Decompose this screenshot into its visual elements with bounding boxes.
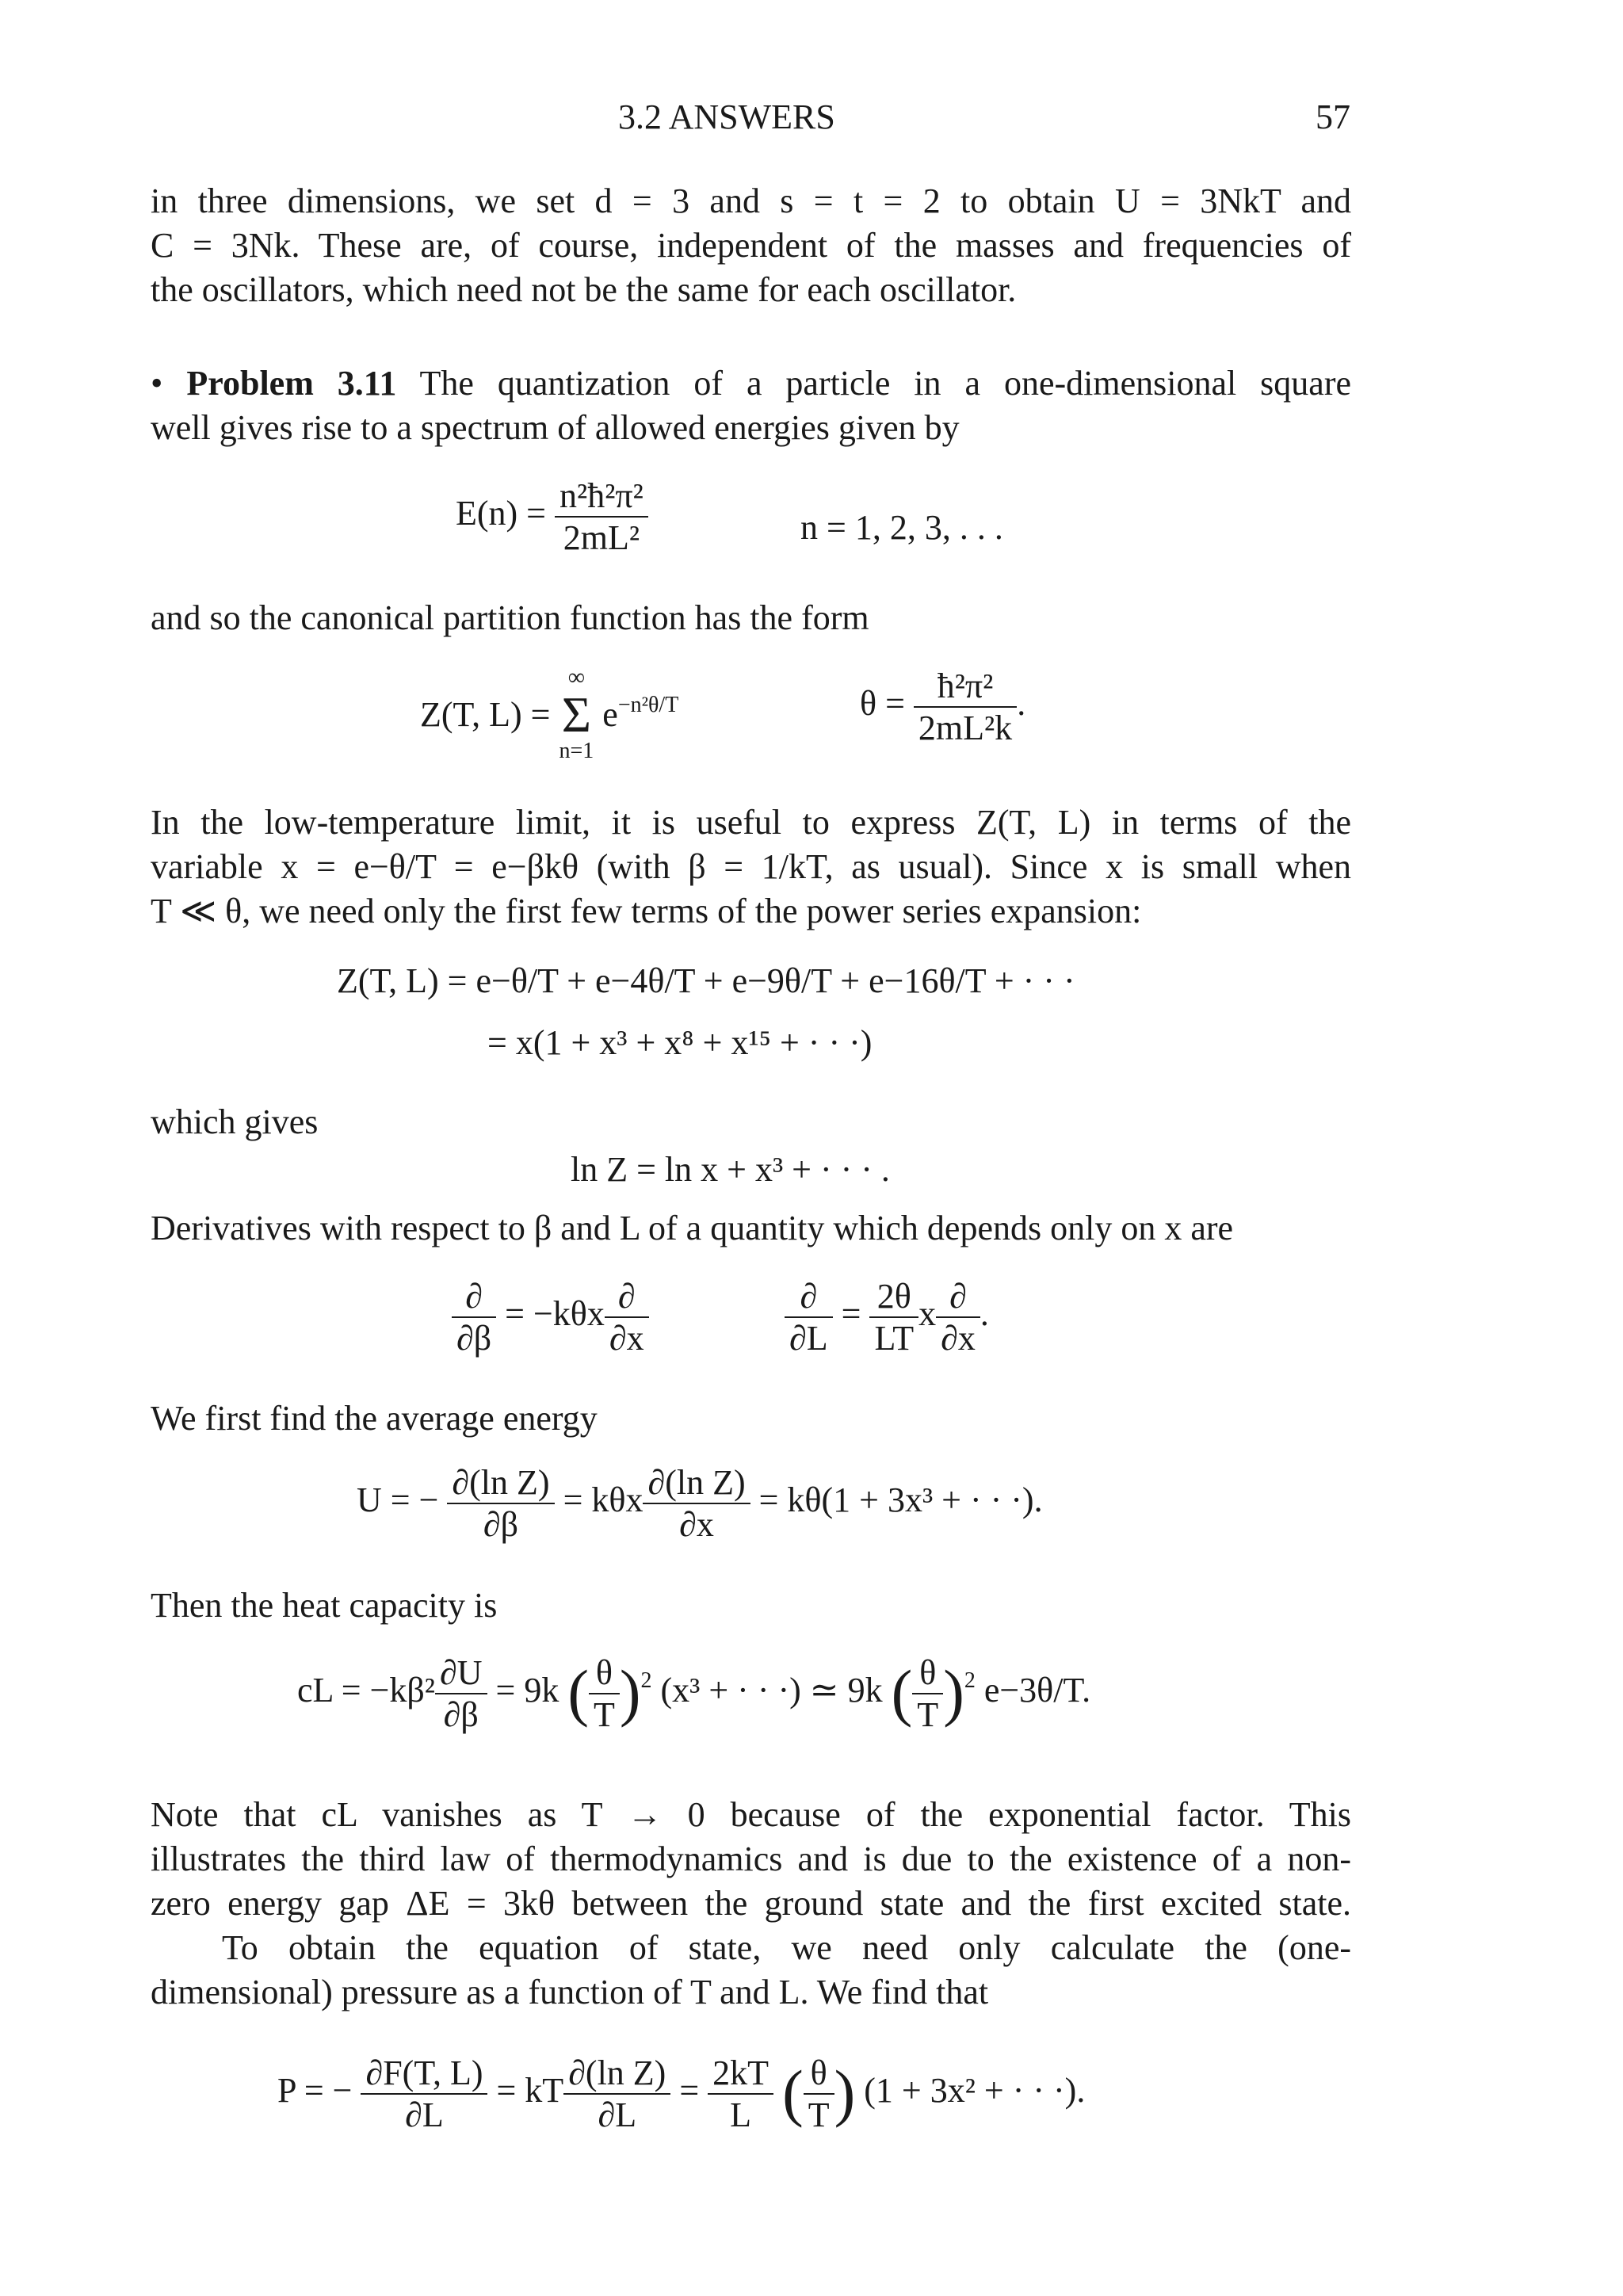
fraction-denominator: ∂L (785, 1316, 833, 1358)
fraction-numerator: θ (595, 1653, 613, 1692)
text-line: Note that cL vanishes as T → 0 because of the exponential factor. This (151, 1795, 1351, 1834)
fraction-numerator: ∂ (800, 1277, 818, 1316)
equation-derivative-beta (452, 1276, 649, 1358)
text-line: zero energy gap ΔE = 3kθ between the ground state and the first excited state. (151, 1884, 1351, 1923)
text-line: Then the heat capacity is (151, 1586, 498, 1625)
equals-sign: = (841, 1294, 861, 1334)
equation-series: (x³ + · · ·) ≃ 9k (660, 1671, 883, 1710)
fraction (785, 1276, 833, 1358)
fraction (361, 2053, 487, 2135)
fraction (936, 1276, 980, 1358)
equation-lhs: cL = −kβ² (297, 1671, 435, 1710)
fraction-numerator: ∂(ln Z) (568, 2053, 666, 2092)
summand: $e^{-n^2\theta/T}$ (602, 692, 679, 734)
left-paren: ( (891, 1658, 913, 1729)
fraction-denominator: 2mL²k (914, 706, 1017, 748)
text-line: T ≪ θ, we need only the first few terms of the power series expansion: (151, 892, 1142, 930)
fraction-denominator: ∂β (447, 1503, 554, 1545)
text-line: variable x = e−θ/T = e−βkθ (with β = 1/kT, as usual). Since x is small when (151, 847, 1351, 886)
right-paren: ) (834, 2058, 856, 2129)
right-paren: ) (943, 1658, 964, 1729)
exponent: 2 (964, 1668, 976, 1694)
equation-middle: = 9k (495, 1671, 559, 1710)
fraction (643, 1462, 750, 1545)
fraction-numerator: ħ²π² (937, 667, 994, 705)
theta-lhs: θ = (860, 684, 905, 724)
fraction-numerator: ∂U (439, 1653, 483, 1692)
sum-sign: Σ (561, 686, 591, 743)
paragraph-average-energy (151, 1396, 1351, 1441)
running-header: 3.2 ANSWERS (618, 97, 835, 136)
bullet-icon: • (151, 364, 163, 403)
text-line: which gives (151, 1102, 319, 1141)
equation-lhs: Z(T, L) = (420, 694, 551, 734)
paragraph-low-temperature (151, 800, 1351, 934)
fraction (914, 666, 1017, 748)
fraction (912, 1652, 943, 1735)
fraction-numerator: θ (919, 1653, 937, 1692)
text-line: dimensional) pressure as a function of T and L. We find that (151, 1973, 989, 2011)
equation-rhs: = kθ(1 + 3x³ + · · ·). (758, 1480, 1043, 1520)
fraction-denominator: ∂x (605, 1316, 649, 1358)
equation-series-line2: = x(1 + x³ + x⁸ + x¹⁵ + · · ·) (487, 1023, 873, 1062)
equation-rhs: (1 + 3x² + · · ·). (864, 2071, 1086, 2111)
fraction (452, 1276, 496, 1358)
page-number: 57 (1316, 97, 1350, 136)
equation-middle: = −kθx (505, 1294, 605, 1334)
fraction (563, 2053, 670, 2135)
fraction-denominator: ∂L (563, 2093, 670, 2135)
fraction (435, 1652, 487, 1735)
text-line: In the low-temperature limit, it is useful to express Z(T, L) in terms of the (151, 803, 1351, 842)
problem-statement (151, 361, 1351, 450)
left-paren: ( (567, 1658, 589, 1729)
fraction-numerator: ∂ (465, 1277, 483, 1316)
paragraph-which-gives (151, 1100, 1351, 1144)
equation-middle: = kT (496, 2071, 564, 2111)
fraction-denominator: T (804, 2093, 834, 2135)
equation-average-energy (357, 1462, 1043, 1545)
equation-middle: = kθx (563, 1480, 643, 1520)
text-line: To obtain the equation of state, we need only calculate the (one- (222, 1928, 1351, 1967)
equation-tail: e−3θ/T. (983, 1671, 1091, 1710)
problem-first-line (151, 361, 1351, 406)
fraction-denominator: ∂β (435, 1693, 487, 1735)
equation-lhs: P = − (277, 2071, 353, 2111)
paragraph-equation-of-state (151, 1926, 1351, 2015)
equation-partition-function (420, 666, 678, 762)
right-paren: ) (619, 1658, 641, 1729)
fraction-denominator: ∂x (643, 1503, 750, 1545)
text-line: in three dimensions, we set d = 3 and s = t = 2 to obtain U = 3NkT and (151, 181, 1351, 220)
equation-energy-spectrum (456, 476, 648, 558)
fraction-denominator: ∂L (361, 2093, 487, 2135)
fraction-denominator: T (912, 1693, 943, 1735)
fraction (555, 476, 648, 558)
paragraph-oscillators (151, 179, 1351, 312)
sum-lower-limit: n=1 (559, 739, 594, 763)
text-line: well gives rise to a spectrum of allowed energies given by (151, 408, 960, 447)
equation-theta: θ = $\frac{\text{ħ²π²}}{\text{2mL²k}}$ . (860, 667, 1026, 747)
text-line: illustrates the third law of thermodynamics and is due to the existence of a non- (151, 1839, 1351, 1878)
fraction-denominator: 2mL² (555, 516, 648, 558)
sum-upper-limit: ∞ (567, 664, 586, 690)
fraction (447, 1462, 554, 1545)
punctuation: . (980, 1294, 989, 1334)
equation-heat-capacity (297, 1652, 1090, 1735)
text-line: C = 3Nk. These are, of course, independent of the masses and frequencies of (151, 226, 1351, 265)
fraction-numerator: 2kT (712, 2053, 769, 2092)
exponent: 2 (640, 1668, 652, 1694)
fraction-denominator: ∂β (452, 1316, 496, 1358)
equation-range: n = 1, 2, 3, . . . (800, 508, 1003, 547)
text-line: and so the canonical partition function has the form (151, 598, 869, 637)
equation-derivative-L (785, 1276, 989, 1358)
fraction-numerator: ∂ (617, 1277, 636, 1316)
equation-lhs: U = − (357, 1480, 439, 1520)
equation-lnz: ln Z = ln x + x³ + · · · . (571, 1150, 890, 1189)
fraction-numerator: 2θ (876, 1277, 911, 1316)
fraction (708, 2053, 773, 2135)
variable-x: x (918, 1294, 937, 1334)
paragraph-heat-capacity (151, 1584, 1351, 1628)
paragraph-partition (151, 596, 1351, 640)
left-paren: ( (782, 2058, 804, 2129)
fraction-numerator: θ (810, 2053, 827, 2092)
equation-pressure (277, 2053, 1085, 2135)
fraction (605, 1276, 649, 1358)
fraction-denominator: ∂x (936, 1316, 980, 1358)
problem-text: The quantization of a particle in a one-dimensional square (419, 364, 1351, 403)
fraction-numerator: n²ħ²π² (559, 476, 643, 515)
equation-series-line1: Z(T, L) = e−θ/T + e−4θ/T + e−9θ/T + e−16θ/T + · · · (337, 961, 1075, 1000)
summation (559, 666, 594, 762)
fraction-denominator: T (589, 1693, 620, 1735)
fraction (804, 2053, 834, 2135)
problem-label: Problem 3.11 (186, 364, 397, 403)
text-line: the oscillators, which need not be the same for each oscillator. (151, 270, 1017, 309)
fraction-numerator: ∂(ln Z) (647, 1463, 746, 1502)
text-line: Derivatives with respect to β and L of a quantity which depends only on x are (151, 1209, 1234, 1247)
fraction-numerator: ∂F(T, L) (365, 2053, 483, 2092)
fraction (589, 1652, 620, 1735)
fraction-numerator: ∂(ln Z) (452, 1463, 550, 1502)
fraction-numerator: ∂ (949, 1277, 967, 1316)
paragraph-derivatives (151, 1206, 1351, 1251)
paragraph-third-law (151, 1793, 1351, 1926)
fraction-denominator: L (708, 2093, 773, 2135)
fraction (869, 1276, 918, 1358)
text-line: We first find the average energy (151, 1399, 598, 1438)
equals-sign: = (679, 2071, 700, 2111)
equation-lhs: E(n) = (456, 494, 546, 533)
fraction-denominator: LT (869, 1316, 918, 1358)
